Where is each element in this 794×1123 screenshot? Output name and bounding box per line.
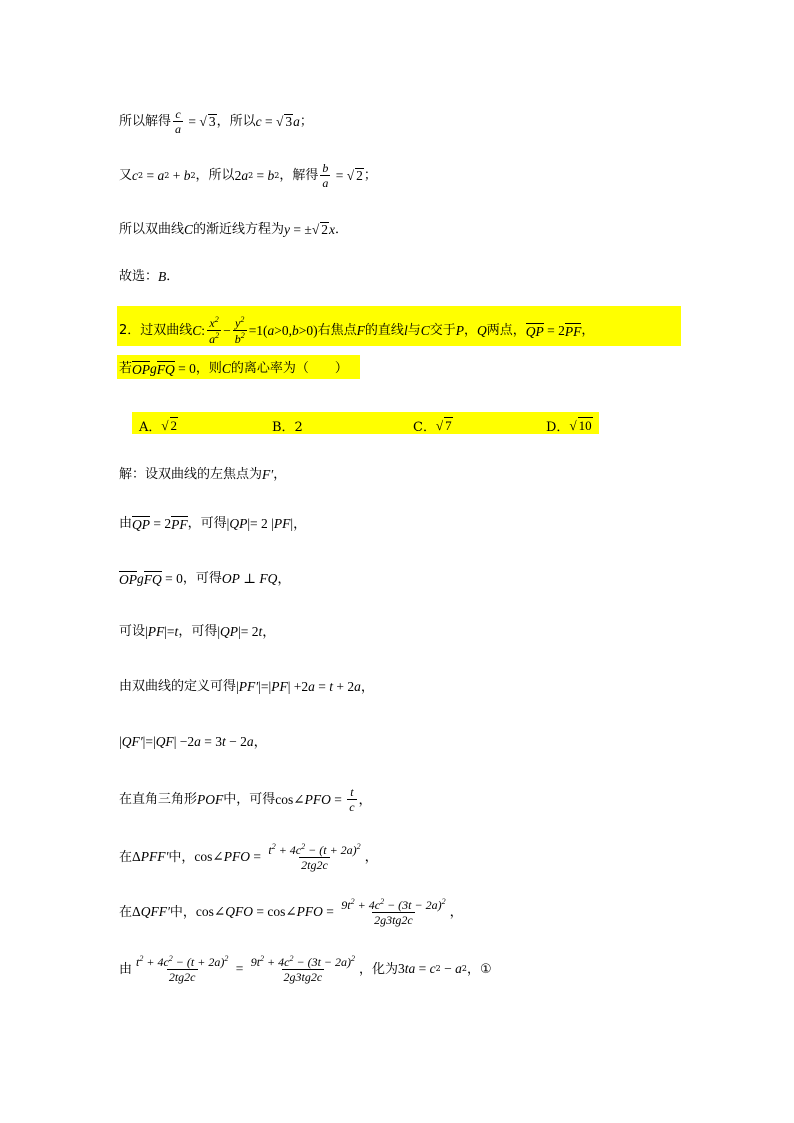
solution-step-9: 在 Δ QFF′ 中， cos∠ QFO = cos∠ PFO = $\frac{9t^2 + 4c^2 - (3t - 2a)^2}{2g3tg2c}$ ， xyxy=(119,897,464,927)
question-2-line-2: 若 OP g FQ = 0 ，则 C 的离心率为（ ） xyxy=(119,361,348,377)
solution-line-2: 又 c 2 = a 2 + b 2 ，所以 2 a 2 = b 2 ，解得 $\frac{b}{a}$ = √ 2 ； xyxy=(119,161,377,190)
solution-step-6: | QF′ |=| QF | −2 a = 3 t − 2 a ， xyxy=(119,734,268,749)
solution-step-3: OP g FQ = 0 ，可得 OP ⊥ FQ ， xyxy=(119,571,291,587)
solution-line-1: 所以解得 $\frac{c}{a}$ = √ 3 ，所以 c = √ 3 a ； xyxy=(119,107,313,136)
solution-step-1: 解：设双曲线的左焦点为 F′ ， xyxy=(119,467,287,483)
option-c[interactable]: C． √ 7 xyxy=(413,418,452,435)
solution-step-8: 在 Δ PFF′ 中， cos∠ PFO = $\frac{t^2 + 4c^2 - (t + 2a)^2}{2tg2c}$ ， xyxy=(119,842,379,872)
solution-step-2: 由 QP = 2 PF ，可得 | QP |= 2 | PF |， xyxy=(119,516,307,532)
option-b[interactable]: B．2 xyxy=(272,420,303,435)
solution-line-3: 所以双曲线 C 的渐近线方程为 y = ±√ 2 x ． xyxy=(119,221,348,237)
solution-step-5: 由双曲线的定义可得 | PF′ |=| PF | +2 a = t + 2 a ， xyxy=(119,679,375,695)
solution-step-4: 可设 | PF |= t ，可得 | QP |= 2 t ， xyxy=(119,624,276,640)
option-d[interactable]: D． √ 10 xyxy=(546,418,592,435)
option-a[interactable]: A． √ 2 xyxy=(139,418,178,435)
fraction-c-over-a: $\frac{c}{a}$ xyxy=(175,107,182,136)
solution-step-10: 由 $\frac{t^2 + 4c^2 - (t + 2a)^2}{2tg2c}$ = $\frac{9t^2 + 4c^2 - (3t - 2a)^2}{2g3tg2c}$ ，化为 3 ta = c 2 − a 2 ，① xyxy=(119,954,492,984)
question-2-line-1: 2．过双曲线 C : $\frac{x^2}{a^2}$ − $\frac{y^2}{b^2}$ =1( a >0, b >0) 右焦点 F 的直线 l 与 C 交于 P ， Q 两点， QP = 2 PF ， xyxy=(119,315,595,346)
answer-line: 故选： B ． xyxy=(119,269,180,285)
solution-step-7: 在直角三角形 POF 中，可得 cos∠ PFO = $\frac{t}{c}$ ， xyxy=(119,785,373,814)
options-highlight xyxy=(132,412,599,434)
